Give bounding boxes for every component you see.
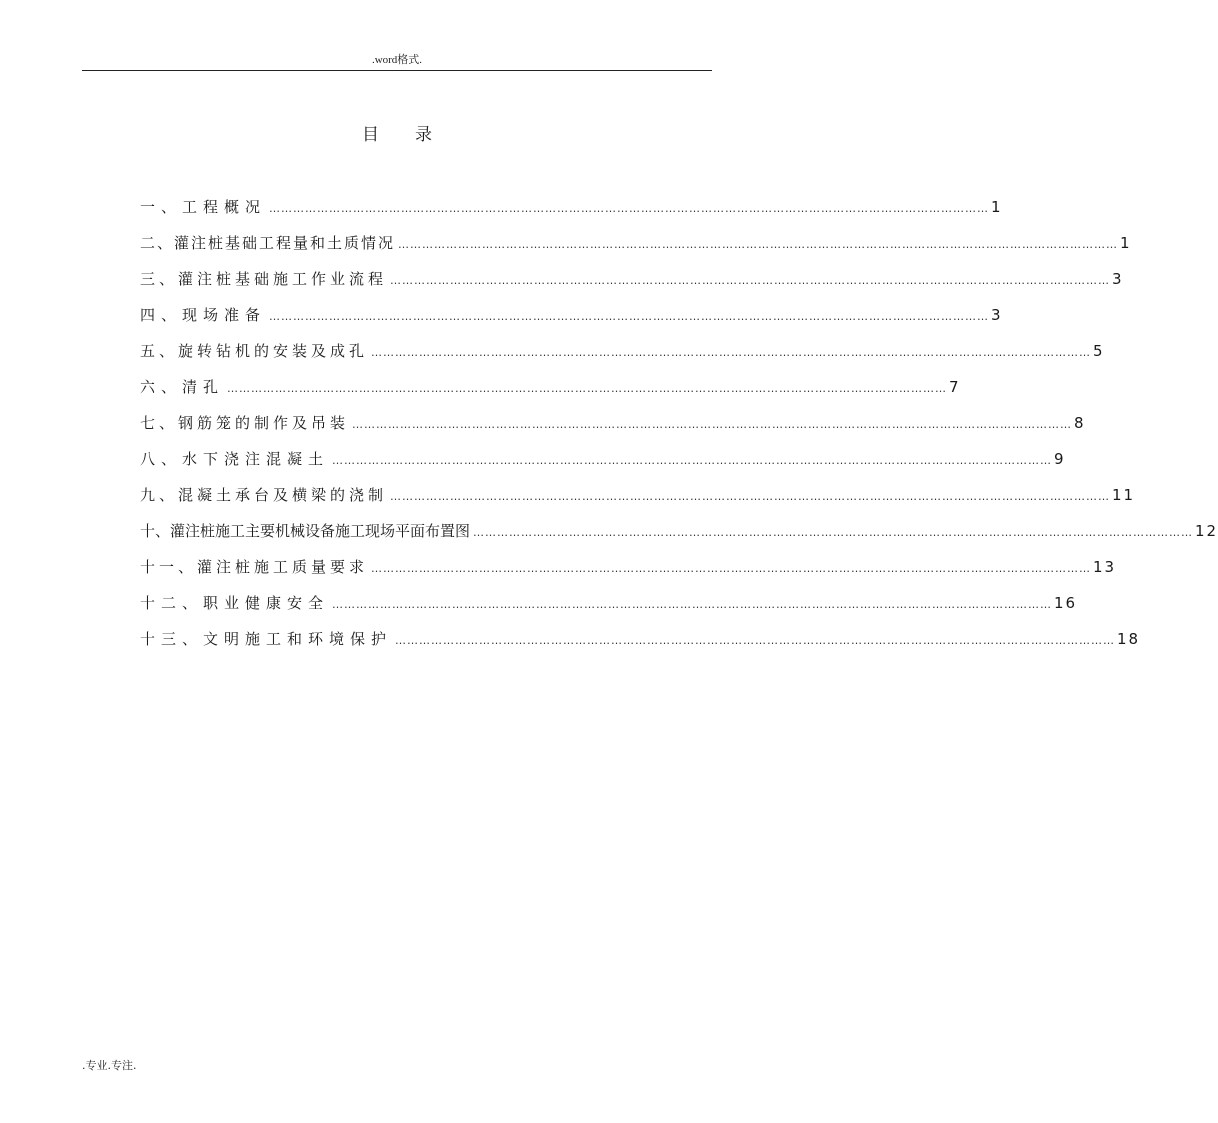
- toc-entry-page-number: 1: [991, 198, 1003, 216]
- toc-entry[interactable]: [140, 411, 1086, 447]
- header-text: .word格式.: [371, 54, 423, 66]
- dot-leader: ………………………………………………………………………………………………………………………………………………………………: [390, 274, 1111, 287]
- dot-leader: ………………………………………………………………………………………………………………………………………………………………: [269, 310, 990, 323]
- dot-leader: ………………………………………………………………………………………………………………………………………………………………: [332, 454, 1053, 467]
- toc-entry-label: 六、清孔: [140, 378, 225, 396]
- toc-entry-label: 十二、职业健康安全: [140, 594, 330, 612]
- toc-entry-page-number: 7: [949, 378, 961, 396]
- toc-entry[interactable]: [140, 339, 1105, 375]
- toc-title: 目录: [362, 125, 468, 145]
- toc-entry[interactable]: [140, 195, 1003, 231]
- toc-entry[interactable]: [140, 591, 1078, 627]
- dot-leader: ………………………………………………………………………………………………………………………………………………………………: [395, 634, 1116, 647]
- toc-entry-page-number: 9: [1054, 450, 1066, 468]
- toc-entry-page-number: 12: [1195, 522, 1218, 540]
- toc-entry-page-number: 1: [1120, 234, 1132, 252]
- dot-leader: ………………………………………………………………………………………………………………………………………………………………: [227, 382, 948, 395]
- dot-leader: ………………………………………………………………………………………………………………………………………………………………: [398, 238, 1119, 251]
- toc-entry[interactable]: [140, 231, 1132, 267]
- dot-leader: ………………………………………………………………………………………………………………………………………………………………: [371, 562, 1092, 575]
- dot-leader: ………………………………………………………………………………………………………………………………………………………………: [473, 526, 1194, 539]
- toc-entry[interactable]: [140, 267, 1124, 303]
- dot-leader: ………………………………………………………………………………………………………………………………………………………………: [332, 598, 1053, 611]
- toc-entry-label: 三、灌注桩基础施工作业流程: [140, 270, 388, 288]
- toc-entry-page-number: 18: [1117, 630, 1141, 648]
- toc-entry-label: 五、旋转钻机的安装及成孔: [140, 342, 369, 360]
- toc-entry-label: 八、水下浇注混凝土: [140, 450, 330, 468]
- toc-entry-page-number: 3: [1112, 270, 1124, 288]
- toc-entry-label: 二、灌注桩基础工程量和土质情况: [140, 234, 396, 252]
- toc-entry-page-number: 3: [991, 306, 1003, 324]
- toc-entry[interactable]: [140, 375, 961, 411]
- toc-entry-label: 一、工程概况: [140, 198, 267, 216]
- page-header: [82, 48, 712, 71]
- dot-leader: ………………………………………………………………………………………………………………………………………………………………: [371, 346, 1092, 359]
- dot-leader: ………………………………………………………………………………………………………………………………………………………………: [269, 202, 990, 215]
- toc-entry-page-number: 13: [1093, 558, 1117, 576]
- toc-entry-label: 四、现场准备: [140, 306, 267, 324]
- toc-entry-page-number: 8: [1074, 414, 1086, 432]
- table-of-contents: [140, 195, 1218, 663]
- toc-entry[interactable]: [140, 627, 1141, 663]
- toc-entry-label: 十三、文明施工和环境保护: [140, 630, 393, 648]
- toc-entry[interactable]: [140, 555, 1117, 591]
- toc-entry[interactable]: [140, 447, 1066, 483]
- toc-entry-label: 十、灌注桩施工主要机械设备施工现场平面布置图: [140, 522, 471, 540]
- toc-entry[interactable]: [140, 303, 1003, 339]
- toc-entry-page-number: 16: [1054, 594, 1078, 612]
- toc-entry-page-number: 5: [1093, 342, 1105, 360]
- toc-entry[interactable]: [140, 483, 1136, 519]
- toc-entry-label: 九、混凝土承台及横梁的浇制: [140, 486, 388, 504]
- toc-entry-label: 七、钢筋笼的制作及吊装: [140, 414, 350, 432]
- dot-leader: ………………………………………………………………………………………………………………………………………………………………: [352, 418, 1073, 431]
- page-footer: .专业.专注.: [82, 1059, 137, 1072]
- toc-entry[interactable]: [140, 519, 1218, 555]
- toc-entry-page-number: 11: [1112, 486, 1136, 504]
- toc-entry-label: 十一、灌注桩施工质量要求: [140, 558, 369, 576]
- dot-leader: ………………………………………………………………………………………………………………………………………………………………: [390, 490, 1111, 503]
